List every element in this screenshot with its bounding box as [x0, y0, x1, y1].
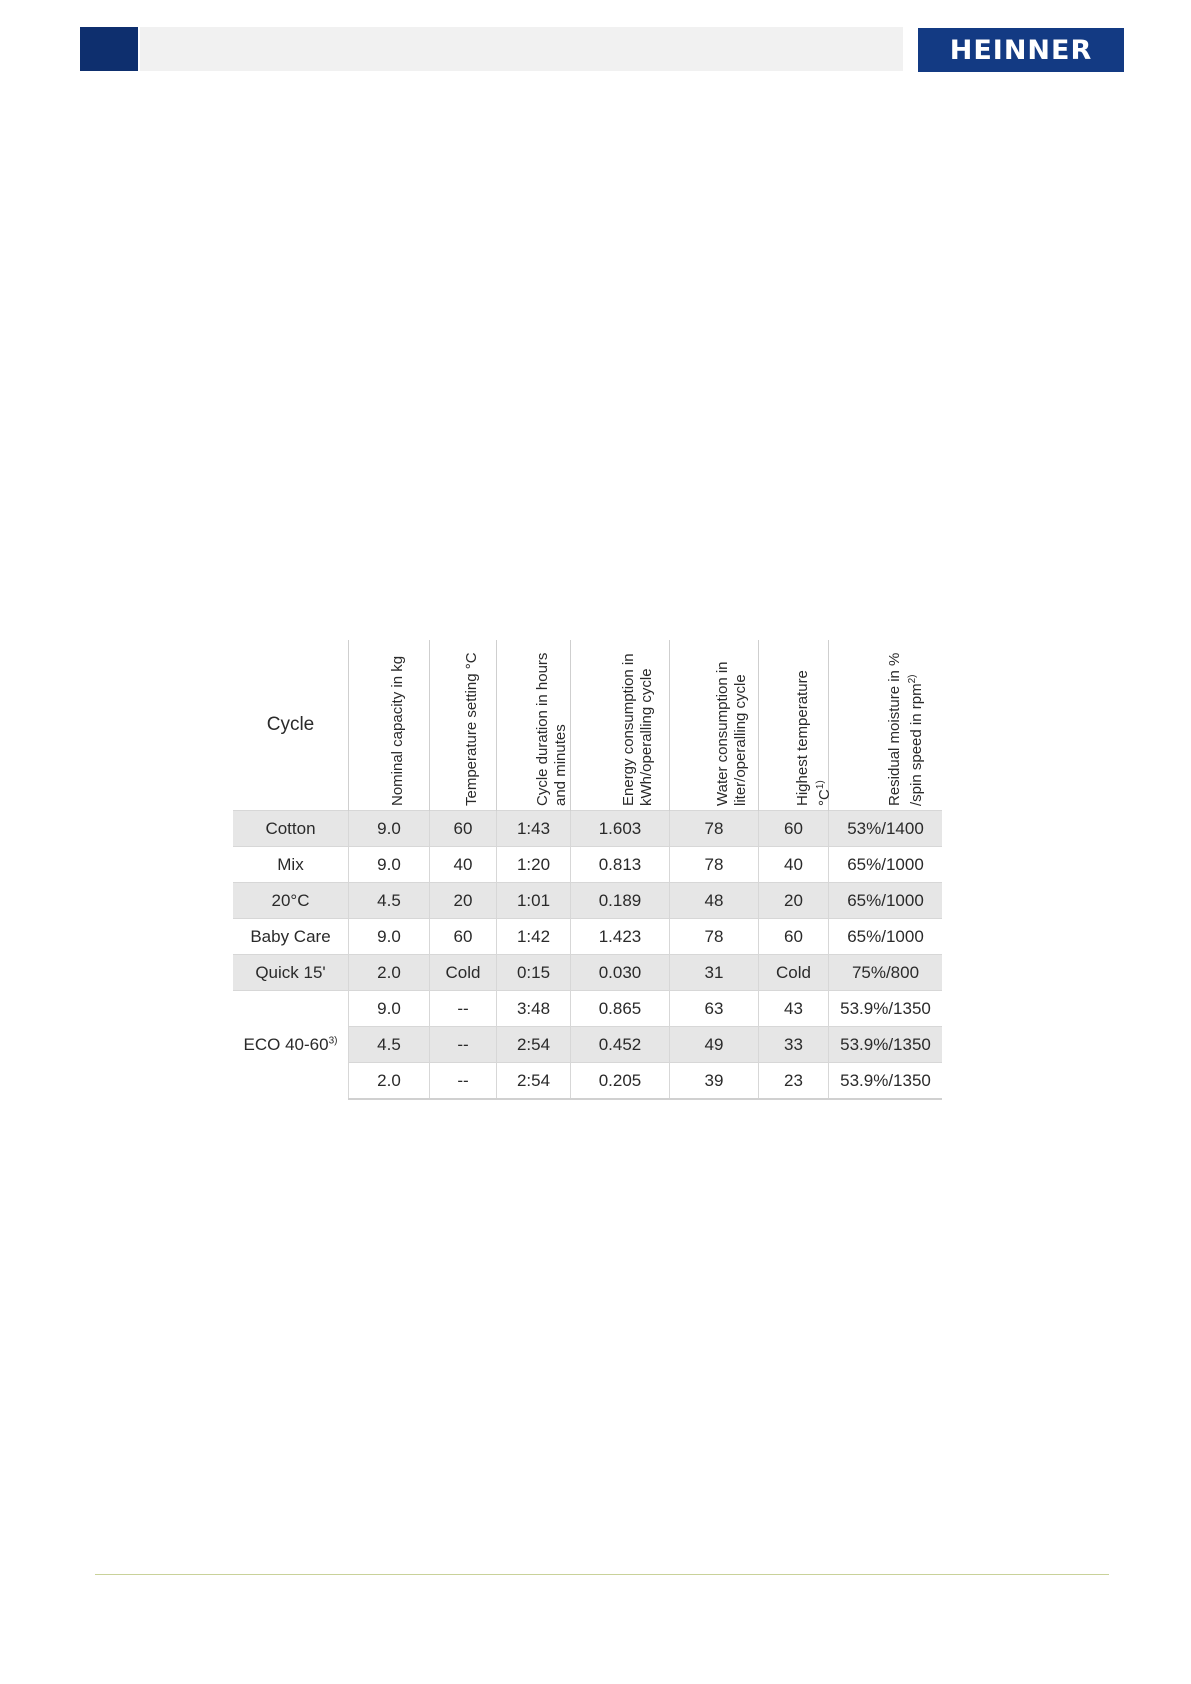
cell-capacity: 9.0 — [349, 991, 430, 1027]
cell-highest-temp: 43 — [759, 991, 829, 1027]
cell-water: 63 — [670, 991, 759, 1027]
table-row — [233, 883, 942, 919]
cell-duration: 0:15 — [497, 955, 571, 991]
cell-water: 31 — [670, 955, 759, 991]
cell-capacity: 4.5 — [349, 883, 430, 919]
cell-residual: 65%/1000 — [829, 883, 943, 919]
cell-duration: 3:48 — [497, 991, 571, 1027]
cell-residual: 53.9%/1350 — [829, 1027, 943, 1063]
cell-water: 78 — [670, 811, 759, 847]
cell-capacity: 9.0 — [349, 811, 430, 847]
cell-water: 78 — [670, 919, 759, 955]
cell-residual: 65%/1000 — [829, 919, 943, 955]
table-row — [233, 919, 942, 955]
cell-energy: 0.189 — [571, 883, 670, 919]
table-row — [233, 847, 942, 883]
cycle-name: Quick 15' — [233, 955, 349, 991]
cell-temperature: Cold — [430, 955, 497, 991]
cell-duration: 2:54 — [497, 1063, 571, 1100]
cell-residual: 53%/1400 — [829, 811, 943, 847]
column-header-cycle: Cycle — [266, 714, 315, 735]
cell-residual: 53.9%/1350 — [829, 1063, 943, 1100]
cell-temperature: 40 — [430, 847, 497, 883]
cell-residual: 53.9%/1350 — [829, 991, 943, 1027]
cell-capacity: 4.5 — [349, 1027, 430, 1063]
cell-duration: 1:20 — [497, 847, 571, 883]
cell-energy: 1.423 — [571, 919, 670, 955]
cell-highest-temp: 60 — [759, 919, 829, 955]
cell-energy: 0.205 — [571, 1063, 670, 1100]
cell-residual: 75%/800 — [829, 955, 943, 991]
cell-water: 39 — [670, 1063, 759, 1100]
cell-capacity: 9.0 — [349, 919, 430, 955]
cell-temperature: -- — [430, 991, 497, 1027]
column-header-temperature-setting: Temperature setting °C — [430, 640, 497, 811]
cell-water: 78 — [670, 847, 759, 883]
cell-highest-temp: 40 — [759, 847, 829, 883]
cell-temperature: -- — [430, 1063, 497, 1100]
column-header-residual-moisture: Residual moisture in % /spin speed in rpm$^{2)}$ — [829, 640, 943, 811]
column-header-cycle-duration: Cycle duration in hours and minutes — [497, 640, 571, 811]
footer-divider — [95, 1574, 1109, 1575]
cell-highest-temp: 20 — [759, 883, 829, 919]
cycle-name: 20°C — [233, 883, 349, 919]
cell-capacity: 2.0 — [349, 1063, 430, 1100]
column-header-water-consumption: Water consumption in liter/operalling cycle — [670, 640, 759, 811]
column-header-highest-temperature: Highest temperature $^\circ C^{1)}$ — [759, 640, 829, 811]
cell-water: 49 — [670, 1027, 759, 1063]
cell-capacity: 2.0 — [349, 955, 430, 991]
cell-temperature: 20 — [430, 883, 497, 919]
cell-duration: 1:01 — [497, 883, 571, 919]
table-row — [233, 991, 942, 1027]
cell-duration: 2:54 — [497, 1027, 571, 1063]
cell-energy: 1.603 — [571, 811, 670, 847]
cell-water: 48 — [670, 883, 759, 919]
cell-temperature: -- — [430, 1027, 497, 1063]
column-header-energy-consumption: Energy consumption in kWh/operalling cycle — [571, 640, 670, 811]
cell-energy: 0.865 — [571, 991, 670, 1027]
cell-temperature: 60 — [430, 811, 497, 847]
cell-energy: 0.030 — [571, 955, 670, 991]
cell-temperature: 60 — [430, 919, 497, 955]
cycle-name: Baby Care — [233, 919, 349, 955]
table-row — [233, 811, 942, 847]
cell-duration: 1:43 — [497, 811, 571, 847]
cell-highest-temp: 33 — [759, 1027, 829, 1063]
cell-highest-temp: 23 — [759, 1063, 829, 1100]
cell-highest-temp: Cold — [759, 955, 829, 991]
cell-duration: 1:42 — [497, 919, 571, 955]
cell-residual: 65%/1000 — [829, 847, 943, 883]
heinner-logo: HEINNER — [918, 28, 1124, 72]
cell-energy: 0.813 — [571, 847, 670, 883]
table-row — [233, 955, 942, 991]
cell-highest-temp: 60 — [759, 811, 829, 847]
washing-cycle-table — [233, 640, 942, 1100]
cycle-name: Cotton — [233, 811, 349, 847]
header-bar — [140, 27, 903, 71]
cycle-name: Mix — [233, 847, 349, 883]
column-header-nominal-capacity: Nominal capacity in kg — [349, 640, 430, 811]
header-square — [80, 27, 138, 71]
cell-capacity: 9.0 — [349, 847, 430, 883]
table-header-row — [233, 640, 942, 811]
cell-energy: 0.452 — [571, 1027, 670, 1063]
cycle-name-eco: ECO 40-60$^{3)}$ — [233, 991, 349, 1100]
